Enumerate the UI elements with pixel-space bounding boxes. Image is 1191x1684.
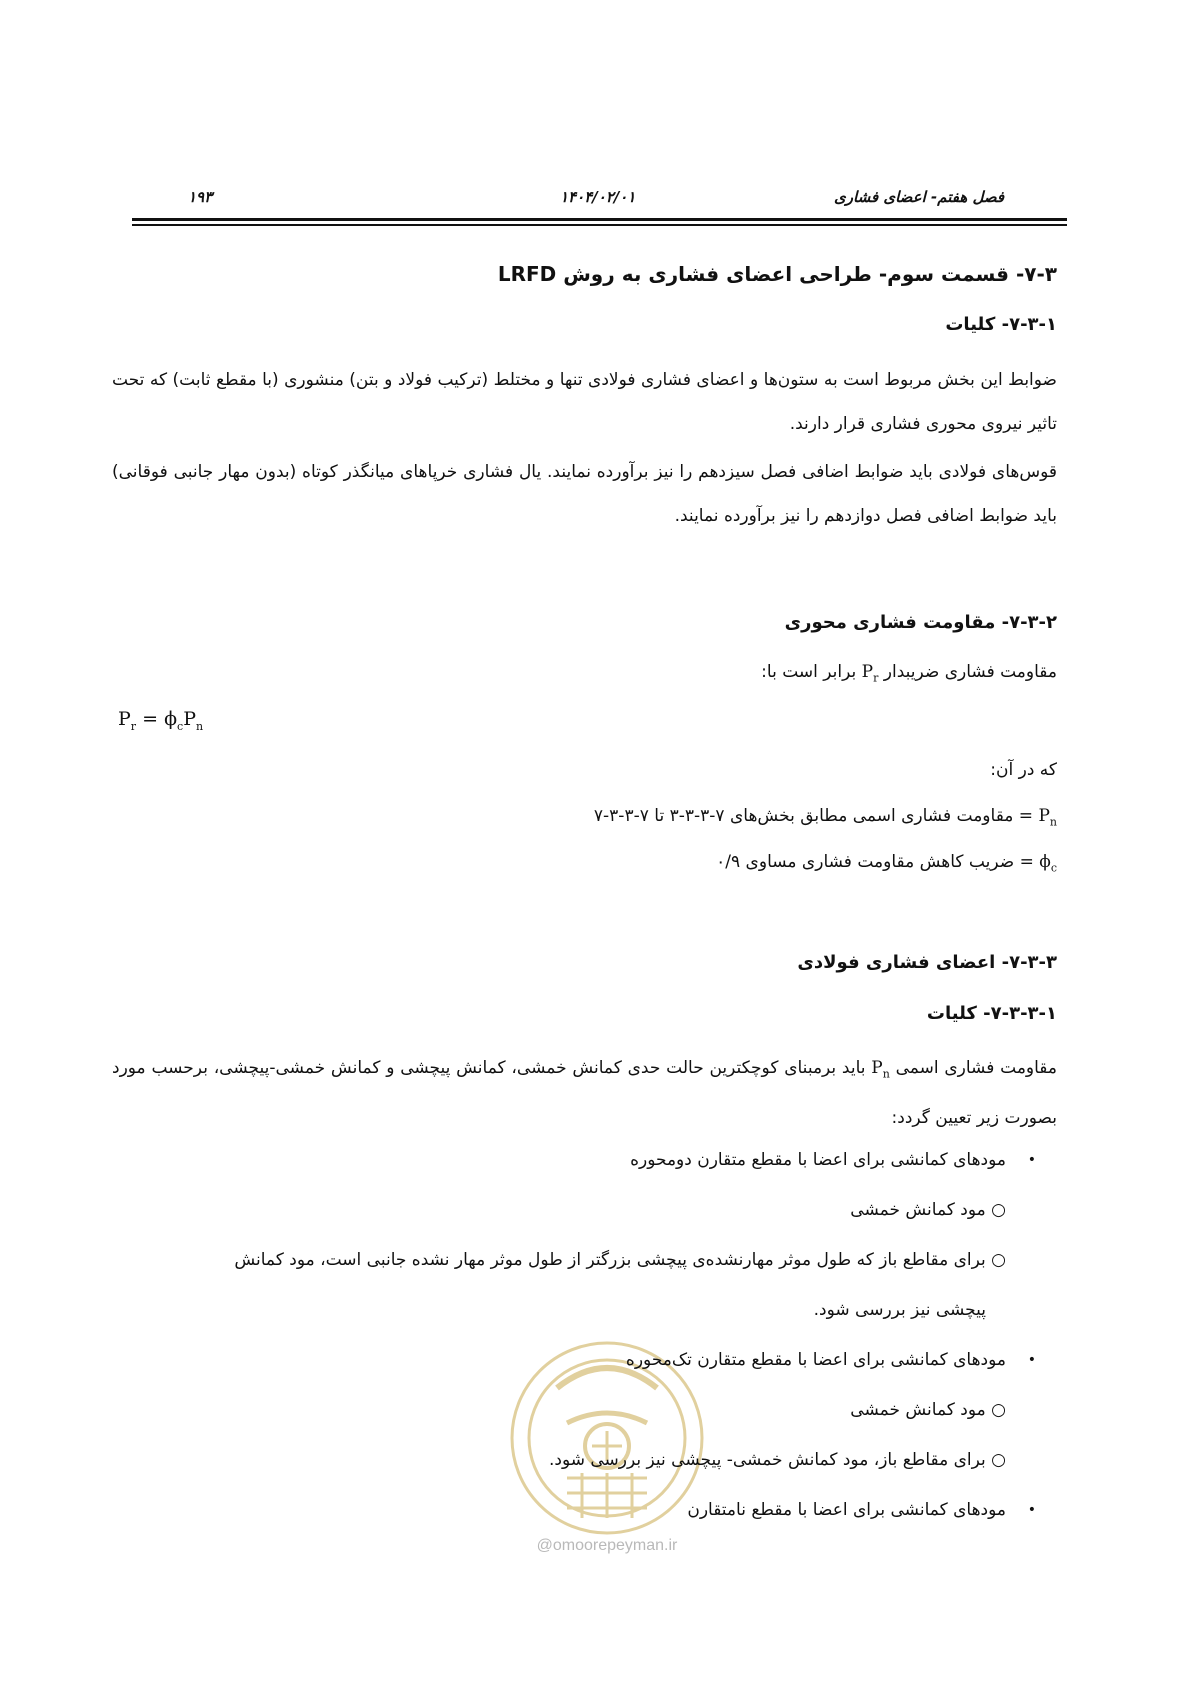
bullet-doubly-symmetric: مودهای کمانشی برای اعضا با مقطع متقارن دومحوره <box>630 1150 1006 1170</box>
header-rule-thick <box>132 218 1067 221</box>
bullet-asymmetric: مودهای کمانشی برای اعضا با مقطع نامتقارن <box>687 1500 1006 1520</box>
general-paragraph-2: قوس‌های فولادی باید ضوابط اضافی فصل سیزدهم را نیز برآورده نمایند. یال فشاری خرپاهای میانگذر کوتاه (بدون مهار جانبی فوقانی) باید ضوابط اضافی فصل دوازدهم را نیز برآورده نمایند. <box>112 462 1057 526</box>
resistance-equation: $P_r = \phi_cP_n$ <box>118 708 204 733</box>
section-title: ۷-۳- قسمت سوم- طراحی اعضای فشاری به روش LRFD <box>497 262 1057 286</box>
sub-item-open-sections-1-cont: پیچشی نیز بررسی شود. <box>813 1300 986 1320</box>
page-number: ۱۹۳ <box>188 188 213 206</box>
bullet-marker: • <box>1027 1502 1036 1518</box>
where-label: که در آن: <box>990 760 1057 780</box>
general-paragraph-1: ضوابط این بخش مربوط است به ستون‌ها و اعضای فشاری فولادی تنها و مختلط (ترکیب فولاد و بتن) منشوری (با مقطع ثابت) که تحت تاثیر نیروی محوری فشاری قرار دارند. <box>112 370 1057 434</box>
header-rule-thin <box>132 224 1067 226</box>
watermark-site: @omoorepeyman.ir <box>536 1537 678 1554</box>
general-heading: ۷-۳-۱- کلیات <box>945 314 1057 335</box>
axial-heading: ۷-۳-۲- مقاومت فشاری محوری <box>784 612 1057 633</box>
factored-resistance-symbol: $P_r$ <box>861 662 879 685</box>
sub-item-open-sections-1: ○ برای مقاطع باز که طول موثر مهارنشده‌ی پیچشی بزرگتر از طول موثر مهار نشده جانبی است، مود کمانش <box>234 1250 1006 1270</box>
steel-heading: ۷-۳-۳- اعضای فشاری فولادی <box>797 952 1057 973</box>
axial-intro-after: برابر است با: <box>761 662 857 682</box>
sub-item-open-sections-2: ○ برای مقاطع باز، مود کمانش خمشی- پیچشی نیز بررسی شود. <box>548 1450 1006 1470</box>
definition-phi: $\phi_c$ = ضریب کاهش مقاومت فشاری مساوی ۰/۹ <box>716 852 1057 875</box>
steel-paragraph: مقاومت فشاری اسمی $P_n$ باید برمبنای کوچکترین حالت حدی کمانش خمشی، کمانش پیچشی و کمانش خمشی-پیچشی، برحسب مورد بصورت زیر تعیین گردد: <box>112 1058 1058 1129</box>
axial-intro-before: مقاومت فشاری ضریبدار <box>883 662 1057 682</box>
bullet-marker: • <box>1027 1152 1036 1168</box>
axial-intro <box>761 662 1057 684</box>
sub-item-flexural-2: ○ مود کمانش خمشی <box>850 1400 1006 1420</box>
bullet-singly-symmetric: مودهای کمانشی برای اعضا با مقطع متقارن تک‌محوره <box>625 1350 1006 1370</box>
steel-sub-heading: ۷-۳-۳-۱- کلیات <box>926 1003 1057 1024</box>
bullet-marker: • <box>1027 1352 1036 1368</box>
definition-pn: $P_n$ = مقاومت فشاری اسمی مطابق بخش‌های ۷-۳-۳-۳ تا ۷-۳-۳-۷ <box>593 806 1057 829</box>
running-header-date: ۱۴۰۴/۰۲/۰۱ <box>560 188 636 206</box>
running-header-chapter: فصل هفتم- اعضای فشاری <box>834 188 1004 206</box>
sub-item-flexural-1: ○ مود کمانش خمشی <box>850 1200 1006 1220</box>
